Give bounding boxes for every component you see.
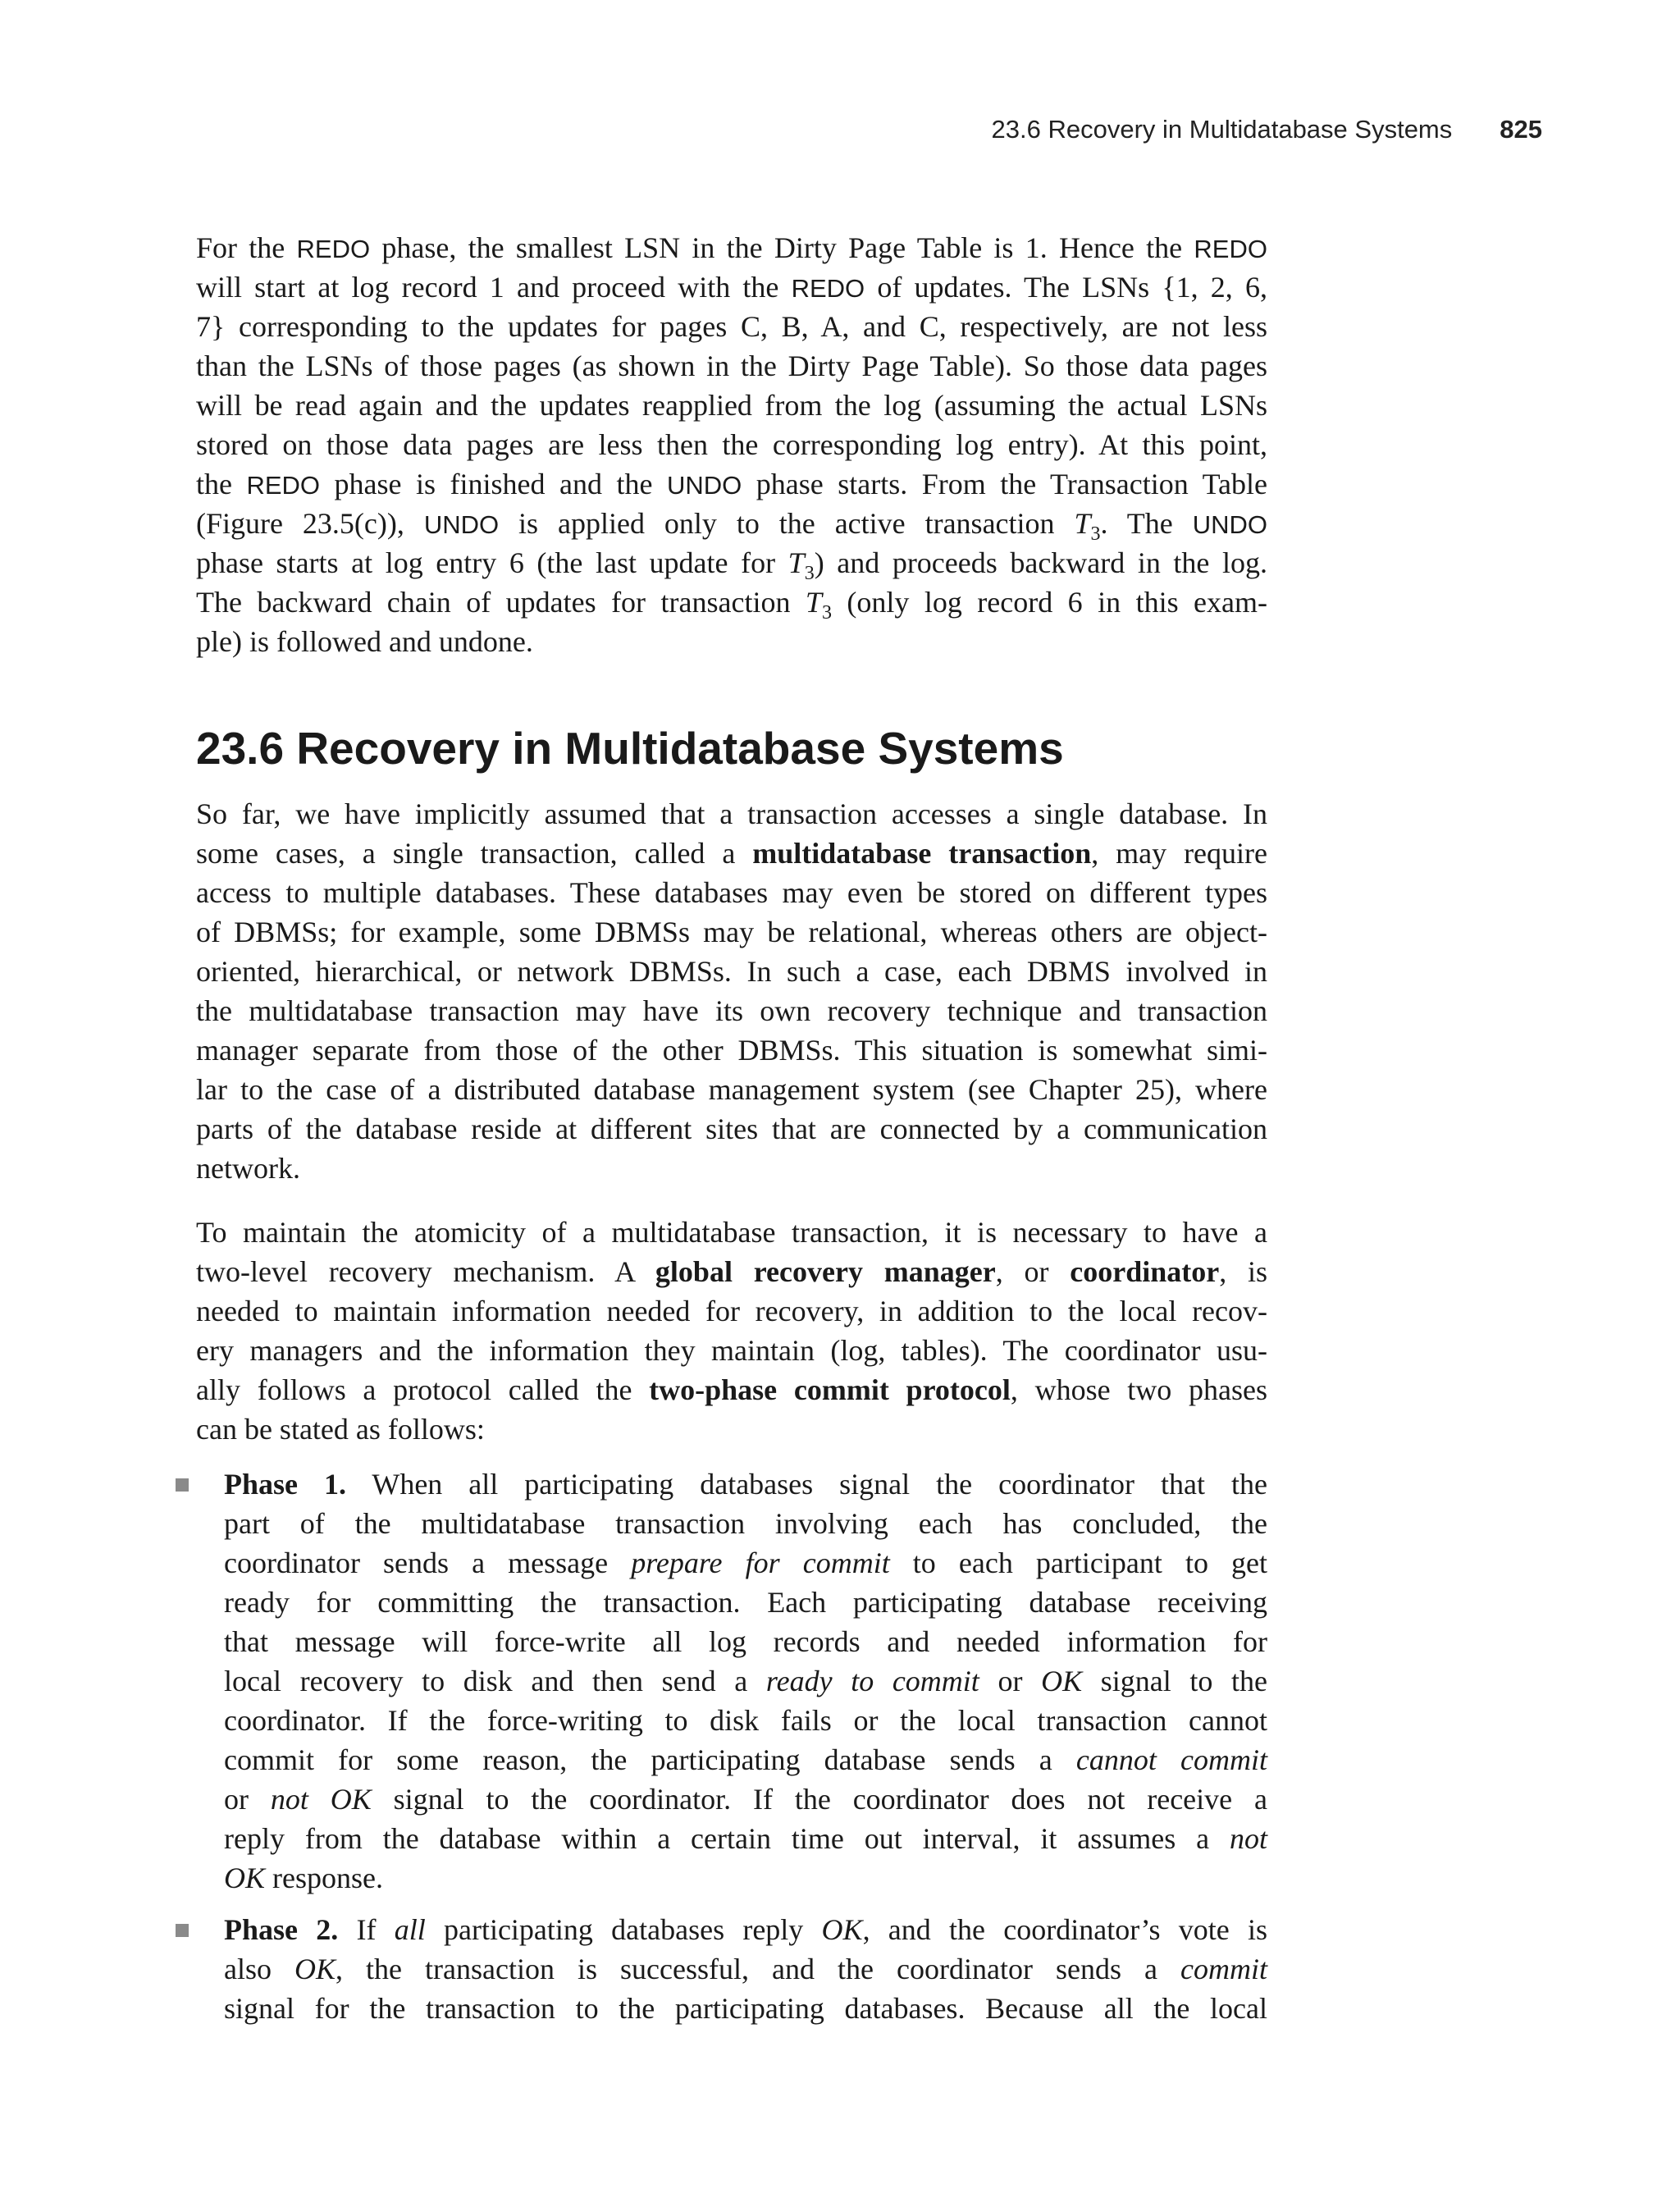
text-segment: network. bbox=[196, 1152, 300, 1185]
text-segment: If bbox=[338, 1913, 395, 1946]
text-segment: two-level recovery mechanism. A bbox=[196, 1255, 655, 1288]
text-segment: can be stated as follows: bbox=[196, 1413, 485, 1446]
text-segment: (Figure 23.5(c)), bbox=[196, 507, 424, 540]
section-heading: 23.6 Recovery in Multidatabase Systems bbox=[196, 723, 1064, 774]
text-segment: OK bbox=[294, 1953, 336, 1985]
text-segment: UNDO bbox=[423, 510, 500, 539]
text-segment: . The bbox=[1100, 507, 1193, 540]
text-segment: all bbox=[394, 1913, 426, 1946]
text-segment: than the LSNs of those pages (as shown in the Dirty Page Table). So those data pages bbox=[196, 349, 1267, 382]
text-segment: T bbox=[805, 586, 822, 619]
text-line bbox=[196, 464, 1267, 504]
text-segment: OK bbox=[224, 1862, 266, 1894]
text-segment: of DBMSs; for example, some DBMSs may be relational, whereas others are object- bbox=[196, 916, 1267, 948]
text-line bbox=[196, 1331, 1267, 1370]
text-line bbox=[224, 1989, 1267, 2028]
text-line bbox=[196, 307, 1267, 346]
text-segment: to each participant to get bbox=[889, 1546, 1268, 1579]
text-segment: signal to the coordinator. If the coordinator does not receive a bbox=[371, 1783, 1267, 1816]
text-segment: ready for committing the transaction. Each participating database receiving bbox=[224, 1586, 1267, 1619]
text-segment: 7} corresponding to the updates for pages C, B, A, and C, respectively, are not less bbox=[196, 310, 1267, 343]
text-segment: , the transaction is successful, and the coordinator sends a bbox=[336, 1953, 1181, 1985]
text-segment: commit for some reason, the participating database sends a bbox=[224, 1743, 1076, 1776]
text-line bbox=[196, 912, 1267, 952]
text-line bbox=[224, 1910, 1267, 1949]
text-line bbox=[224, 1740, 1267, 1779]
text-segment: cannot commit bbox=[1075, 1743, 1267, 1776]
text-segment: that message will force-write all log records and needed information for bbox=[224, 1625, 1267, 1658]
text-line bbox=[224, 1949, 1267, 1989]
text-segment: REDO bbox=[296, 235, 371, 263]
text-line bbox=[196, 991, 1267, 1030]
text-segment: needed to maintain information needed for recovery, in addition to the local recov- bbox=[196, 1295, 1267, 1327]
text-line bbox=[196, 504, 1267, 543]
text-segment: , or bbox=[995, 1255, 1071, 1288]
text-line bbox=[196, 267, 1267, 307]
bullet-square-icon bbox=[176, 1924, 189, 1937]
list-item-phase-2 bbox=[224, 1910, 1267, 2028]
text-segment: , may require bbox=[1091, 837, 1268, 870]
text-line bbox=[196, 622, 1267, 661]
text-segment: T bbox=[1074, 507, 1091, 540]
text-segment: not OK bbox=[270, 1783, 372, 1816]
text-segment: participating databases reply bbox=[425, 1913, 822, 1946]
text-segment: oriented, hierarchical, or network DBMSs. In such a case, each DBMS involved in bbox=[196, 955, 1267, 988]
text-line bbox=[224, 1504, 1267, 1543]
text-segment: the bbox=[196, 468, 247, 500]
text-segment: also bbox=[224, 1953, 295, 1985]
text-segment: parts of the database reside at different sites that are connected by a communication bbox=[196, 1112, 1267, 1145]
text-segment: not bbox=[1229, 1822, 1267, 1855]
text-segment: some cases, a single transaction, called a bbox=[196, 837, 753, 870]
text-segment: response. bbox=[265, 1862, 383, 1894]
text-line bbox=[224, 1543, 1267, 1583]
text-line bbox=[224, 1661, 1267, 1701]
text-segment: local recovery to disk and then send a bbox=[224, 1665, 766, 1697]
text-segment: reply from the database within a certain time out interval, it assumes a bbox=[224, 1822, 1230, 1855]
text-line bbox=[224, 1464, 1267, 1504]
text-segment: 3 bbox=[821, 602, 832, 624]
text-segment: Phase 1. bbox=[224, 1468, 346, 1501]
text-segment: access to multiple databases. These databases may even be stored on different types bbox=[196, 876, 1267, 909]
text-segment: REDO bbox=[246, 471, 321, 500]
text-line bbox=[224, 1701, 1267, 1740]
bullet-square-icon bbox=[176, 1478, 189, 1492]
text-line bbox=[224, 1583, 1267, 1622]
text-segment: ready to commit bbox=[765, 1665, 979, 1697]
text-line bbox=[224, 1779, 1267, 1819]
list-item-phase-1 bbox=[224, 1464, 1267, 1898]
text-line bbox=[196, 346, 1267, 386]
text-segment: UNDO bbox=[1192, 510, 1268, 539]
text-line bbox=[196, 386, 1267, 425]
text-segment: manager separate from those of the other DBMSs. This situation is somewhat simi- bbox=[196, 1034, 1267, 1067]
text-segment: OK bbox=[1041, 1665, 1083, 1697]
text-segment: ple) is followed and undone. bbox=[196, 625, 533, 658]
text-line bbox=[224, 1622, 1267, 1661]
paragraph-two-level-recovery bbox=[196, 1213, 1267, 1449]
paragraph-multidatabase-intro bbox=[196, 794, 1267, 1188]
text-segment: stored on those data pages are less then the corresponding log entry). At this point, bbox=[196, 428, 1267, 461]
text-line bbox=[196, 425, 1267, 464]
text-segment: REDO bbox=[791, 274, 865, 303]
text-segment: prepare for commit bbox=[631, 1546, 890, 1579]
text-segment: OK bbox=[821, 1913, 863, 1946]
text-segment: , whose two phases bbox=[1010, 1373, 1267, 1406]
text-segment: 3 bbox=[804, 563, 815, 584]
text-segment: or bbox=[224, 1783, 271, 1816]
text-line bbox=[196, 1252, 1267, 1291]
text-segment: commit bbox=[1180, 1953, 1267, 1985]
text-segment: UNDO bbox=[666, 471, 742, 500]
text-line bbox=[196, 794, 1267, 834]
text-line bbox=[196, 1291, 1267, 1331]
text-line bbox=[196, 1030, 1267, 1070]
text-segment: the multidatabase transaction may have its own recovery technique and transaction bbox=[196, 994, 1267, 1027]
text-line bbox=[196, 582, 1267, 622]
text-segment: The backward chain of updates for transaction bbox=[196, 586, 806, 619]
text-line bbox=[196, 543, 1267, 582]
text-segment: For the bbox=[196, 231, 297, 264]
text-segment: coordinator bbox=[1070, 1255, 1220, 1288]
page-number: 825 bbox=[1500, 115, 1542, 144]
text-segment: phase starts. From the Transaction Table bbox=[742, 468, 1268, 500]
text-segment: will start at log record 1 and proceed with the bbox=[196, 271, 792, 304]
text-segment: signal for the transaction to the participating databases. Because all the local bbox=[224, 1992, 1267, 2025]
text-segment: phase is finished and the bbox=[320, 468, 667, 500]
text-segment: To maintain the atomicity of a multidatabase transaction, it is necessary to have a bbox=[196, 1216, 1267, 1249]
text-line bbox=[224, 1858, 1267, 1898]
text-segment: ally follows a protocol called the bbox=[196, 1373, 650, 1406]
text-line bbox=[196, 1370, 1267, 1409]
paragraph-redo-undo bbox=[196, 228, 1267, 661]
text-line bbox=[196, 834, 1267, 873]
text-segment: Phase 2. bbox=[224, 1913, 339, 1946]
text-line bbox=[224, 1819, 1267, 1858]
text-segment: , is bbox=[1219, 1255, 1267, 1288]
text-segment: is applied only to the active transaction bbox=[499, 507, 1075, 540]
text-line bbox=[196, 1213, 1267, 1252]
text-line bbox=[196, 873, 1267, 912]
text-segment: phase starts at log entry 6 (the last update for bbox=[196, 546, 788, 579]
text-segment: , and the coordinator’s vote is bbox=[862, 1913, 1268, 1946]
running-header bbox=[992, 115, 1542, 144]
text-segment: ) and proceeds backward in the log. bbox=[814, 546, 1267, 579]
text-line bbox=[196, 1070, 1267, 1109]
text-segment: So far, we have implicitly assumed that a transaction accesses a single database. In bbox=[196, 797, 1267, 830]
text-segment: 3 bbox=[1090, 523, 1101, 545]
text-segment: coordinator sends a message bbox=[224, 1546, 632, 1579]
text-segment: lar to the case of a distributed database management system (see Chapter 25), where bbox=[196, 1073, 1267, 1106]
text-segment: ery managers and the information they maintain (log, tables). The coordinator usu- bbox=[196, 1334, 1267, 1367]
text-line bbox=[196, 228, 1267, 267]
text-segment: two-phase commit protocol bbox=[649, 1373, 1011, 1406]
running-header-section: 23.6 Recovery in Multidatabase Systems bbox=[991, 115, 1453, 144]
text-segment: REDO bbox=[1194, 235, 1267, 263]
text-segment: signal to the bbox=[1082, 1665, 1267, 1697]
text-segment: T bbox=[788, 546, 805, 579]
text-segment: multidatabase transaction bbox=[752, 837, 1092, 870]
text-segment: of updates. The LSNs {1, 2, 6, bbox=[865, 271, 1267, 304]
text-segment: When all participating databases signal the coordinator that the bbox=[346, 1468, 1268, 1501]
text-segment: coordinator. If the force-writing to disk fails or the local transaction cannot bbox=[224, 1704, 1267, 1737]
text-line bbox=[196, 952, 1267, 991]
text-line bbox=[196, 1109, 1267, 1149]
text-segment: global recovery manager bbox=[655, 1255, 996, 1288]
text-segment: or bbox=[979, 1665, 1042, 1697]
text-line bbox=[196, 1409, 1267, 1449]
text-segment: will be read again and the updates reapplied from the log (assuming the actual LSNs bbox=[196, 389, 1267, 422]
text-segment: (only log record 6 in this exam- bbox=[831, 586, 1267, 619]
text-segment: phase, the smallest LSN in the Dirty Page Table is 1. Hence the bbox=[370, 231, 1194, 264]
text-line bbox=[196, 1149, 1267, 1188]
text-segment: part of the multidatabase transaction involving each has concluded, the bbox=[224, 1507, 1267, 1540]
